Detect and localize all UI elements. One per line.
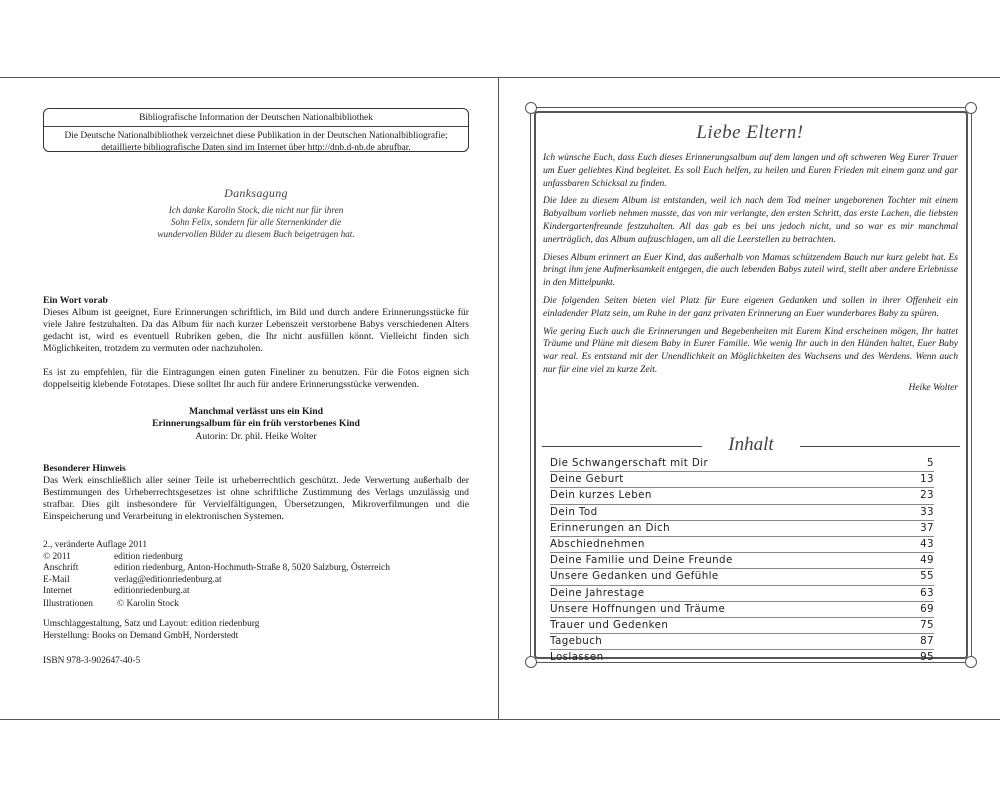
- foreword-paragraph: Dieses Album ist geeignet, Eure Erinnerungen schriftlich, im Bild und durch andere Erinnerungsstücke für viele Jahre festzuhalten. Da das Album für nach kurzer Lebenszeit verstorbene Babys verschiedenen Alters gedacht ist, wird es eventuell Rubriken geben, die Ihr nicht ausfüllen könnt. Vielleicht finden sich Möglichkeiten, trotzdem zu vermuten oder nachzuholen.: [43, 307, 469, 354]
- toc-entry-label: Loslassen: [550, 651, 604, 664]
- isbn: ISBN 978-3-902647-40-5: [43, 656, 141, 666]
- foreword-paragraph: Es ist zu empfehlen, für die Eintragungen einen guten Fineliner zu benutzen. Für die Fotos eignen sich doppelseitig klebende Fototapes. Diese solltet Ihr auch für andere Erinnerungsstücke verwenden.: [43, 367, 469, 390]
- intro-paragraph: Ich wünsche Euch, dass Euch dieses Erinnerungsalbum auf dem langen und oft schweren Weg Eurer Trauer um Euer geliebtes Kind begleitet. Es soll Euch helfen, zu heilen und Euren Frieden mit einem ganz und gar unfassbaren Schicksal zu finden.: [543, 153, 958, 189]
- toc-entry-label: Dein kurzes Leben: [550, 489, 652, 502]
- intro-paragraph: Dieses Album erinnert an Euer Kind, das außerhalb von Mamas schützendem Bauch nur kurz gelebt hat. Es bringt ihm jene Aufmerksamkeit entgegen, die auch lebenden Babys zuteil wird, stellt aber andere Erlebnisse in den Mittelpunkt.: [543, 252, 958, 289]
- toc-entry[interactable]: [550, 553, 934, 569]
- frame-corner-ornament: [525, 656, 537, 668]
- acknowledgements-line: Ich danke Karolin Stock, die nicht nur für ihren: [168, 205, 344, 215]
- toc-entry-label: Abschiednehmen: [550, 537, 645, 550]
- copyright-notice-heading: Besonderer Hinweis: [43, 463, 126, 474]
- illustrations-value: © Karolin Stock: [117, 599, 179, 609]
- book-subtitle: Erinnerungsalbum für ein früh verstorbenes Kind: [152, 418, 360, 429]
- bibliographic-info-title: Bibliografische Information der Deutschen Nationalbibliothek: [44, 109, 468, 127]
- toc-entry-label: Tagebuch: [550, 635, 603, 648]
- toc-entry[interactable]: [550, 618, 934, 634]
- acknowledgements-title: Danksagung: [224, 186, 288, 200]
- toc-entry-label: Unsere Gedanken und Gefühle: [550, 570, 719, 583]
- frame-corner-ornament: [965, 102, 977, 114]
- toc-entry-page: 49: [920, 554, 934, 567]
- intro-letter: [543, 152, 958, 395]
- toc-entry[interactable]: [550, 537, 934, 553]
- toc-entry[interactable]: [550, 505, 934, 521]
- toc-entry[interactable]: [550, 634, 934, 650]
- imprint-value: edition riedenburg, Anton-Hochmuth-Straße 8, 5020 Salzburg, Österreich: [114, 563, 390, 573]
- edition-line: 2., veränderte Auflage 2011: [43, 540, 148, 550]
- signature: Heike Wolter: [908, 382, 958, 393]
- illustrations-key: Illustrationen: [43, 599, 93, 609]
- imprint-row: [43, 563, 390, 575]
- design-credit: Umschlaggestaltung, Satz und Layout: edition riedenburg: [43, 619, 260, 629]
- intro-paragraph: Die Idee zu diesem Album ist entstanden, weil ich nach dem Tod meiner ungeborenen Tochter mit einem Babyalbum vorlieb nehmen musste, das von mir verlangte, den ersten Schritt, das erste Lachen, die liebsten Kindergartenfreunde festzuhalten. All das gab es bei uns jedoch nicht, und so war es mir manchmal unerträglich, das Album aufzuschlagen, um all die Leerstellen zu betrachten.: [543, 196, 958, 245]
- imprint-row: [43, 575, 390, 587]
- toc-entry-page: 43: [920, 537, 934, 550]
- imprint-key: © 2011: [43, 551, 71, 562]
- book-title-block: [43, 406, 469, 443]
- frame-corner-ornament: [965, 656, 977, 668]
- acknowledgements-line: wundervollen Bilder zu diesem Buch beigetragen hat.: [157, 229, 355, 239]
- toc-entry[interactable]: [550, 569, 934, 585]
- toc-entry-label: Deine Familie und Deine Freunde: [550, 554, 733, 567]
- toc-entry-page: 37: [920, 521, 934, 534]
- intro-title: Liebe Eltern!: [696, 122, 804, 143]
- toc-entry-label: Trauer und Gedenken: [550, 618, 669, 631]
- toc-header: [542, 434, 960, 458]
- table-of-contents: [550, 456, 934, 665]
- toc-entry-page: 55: [920, 570, 934, 583]
- acknowledgements-line: Sohn Felix, sondern für alle Sternenkinder die: [170, 217, 342, 227]
- toc-entry-label: Die Schwangerschaft mit Dir: [550, 457, 709, 469]
- toc-entry-page: 23: [920, 489, 934, 502]
- toc-rule-right: [800, 446, 960, 447]
- toc-entry[interactable]: [550, 521, 934, 537]
- illustrations-row: [43, 599, 179, 611]
- book-title: Manchmal verlässt uns ein Kind: [188, 406, 324, 417]
- toc-entry-page: 95: [920, 651, 934, 664]
- toc-entry-label: Deine Geburt: [550, 473, 624, 486]
- imprint-row: [43, 552, 390, 564]
- production-credit: Herstellung: Books on Demand GmbH, Norderstedt: [43, 630, 239, 641]
- imprint-row: [43, 586, 390, 598]
- intro-paragraph: Wie gering Euch auch die Erinnerungen und Begebenheiten mit Eurem Kind erscheinen mögen, Ihr hattet Träume und Pläne mit diesem Baby in Eurer Familie. Wie wenig Ihr auch in den Händen haltet, Euer Baby war real. Es entstand mit der Unendlichkeit an Möglichkeiten des Wachsens und des Werdens. Wenn auch nur für eine viel zu kurze Zeit.: [543, 326, 958, 375]
- foreword-heading: Ein Wort vorab: [43, 295, 108, 306]
- imprint-key: Anschrift: [43, 563, 79, 573]
- toc-entry-page: 33: [920, 505, 934, 518]
- toc-entry-page: 69: [920, 602, 934, 615]
- toc-entry[interactable]: [550, 472, 934, 488]
- toc-entry-label: Dein Tod: [550, 505, 598, 518]
- toc-entry[interactable]: [550, 586, 934, 602]
- production-credits: [43, 619, 259, 642]
- toc-entry-page: 13: [920, 473, 934, 486]
- imprint-key: E-Mail: [43, 574, 70, 585]
- toc-entry-label: Erinnerungen an Dich: [550, 521, 671, 534]
- book-author: Autorin: Dr. phil. Heike Wolter: [195, 431, 317, 442]
- intro-paragraph: Die folgenden Seiten bieten viel Platz für Eure eigenen Gedanken und sollen in ihrer Offenheit ein einladender Platz sein, um Ruhe in der ganz privaten Erinnerung an Euer wunderbares Baby zu spüren.: [543, 295, 958, 319]
- imprint-value: editionriedenburg.at: [114, 586, 190, 596]
- imprint-value: edition riedenburg: [114, 551, 183, 562]
- toc-entry-page: 75: [920, 618, 934, 631]
- frame-corner-ornament: [525, 102, 537, 114]
- imprint-table: [43, 540, 390, 598]
- imprint-key: Internet: [43, 586, 73, 596]
- toc-entry-label: Unsere Hoffnungen und Träume: [550, 602, 726, 615]
- toc-entry[interactable]: [550, 456, 934, 472]
- copyright-notice-text: Das Werk einschließlich aller seiner Teile ist urheberrechtlich geschützt. Jede Verwertung außerhalb der Bestimmungen des Urheberrechtsgesetzes ist ohne schriftliche Zustimmung des Verlags unzulässig und strafbar. Dies gilt insbesondere für Vervielfältigungen, Übersetzungen, Mikroverfilmungen und die Einspeicherung und Verarbeitung in elektronischen Systemen.: [43, 475, 469, 522]
- toc-entry[interactable]: [550, 650, 934, 665]
- foreword-section: [43, 295, 469, 391]
- book-spread: [0, 77, 1000, 720]
- toc-entry-page: 5: [927, 457, 934, 469]
- copyright-notice: [43, 463, 469, 523]
- acknowledgements-text: [43, 204, 469, 240]
- bibliographic-info-text: Die Deutsche Nationalbibliothek verzeichnet diese Publikation in der Deutschen Nationalbibliografie; detaillierte bibliografische Daten sind im Internet über http://dnb.d-nb.de abrufbar.: [64, 131, 448, 153]
- left-page: [0, 78, 499, 719]
- toc-entry[interactable]: [550, 602, 934, 618]
- toc-entry[interactable]: [550, 488, 934, 504]
- right-page: [500, 78, 1000, 719]
- acknowledgements: [43, 186, 469, 240]
- toc-entry-page: 87: [920, 635, 934, 648]
- toc-entry-label: Deine Jahrestage: [550, 586, 645, 599]
- bibliographic-info-box: [43, 108, 469, 152]
- toc-title: Inhalt: [728, 434, 774, 455]
- imprint-value: verlag@editionriedenburg.at: [114, 574, 222, 585]
- toc-entry-page: 63: [920, 586, 934, 599]
